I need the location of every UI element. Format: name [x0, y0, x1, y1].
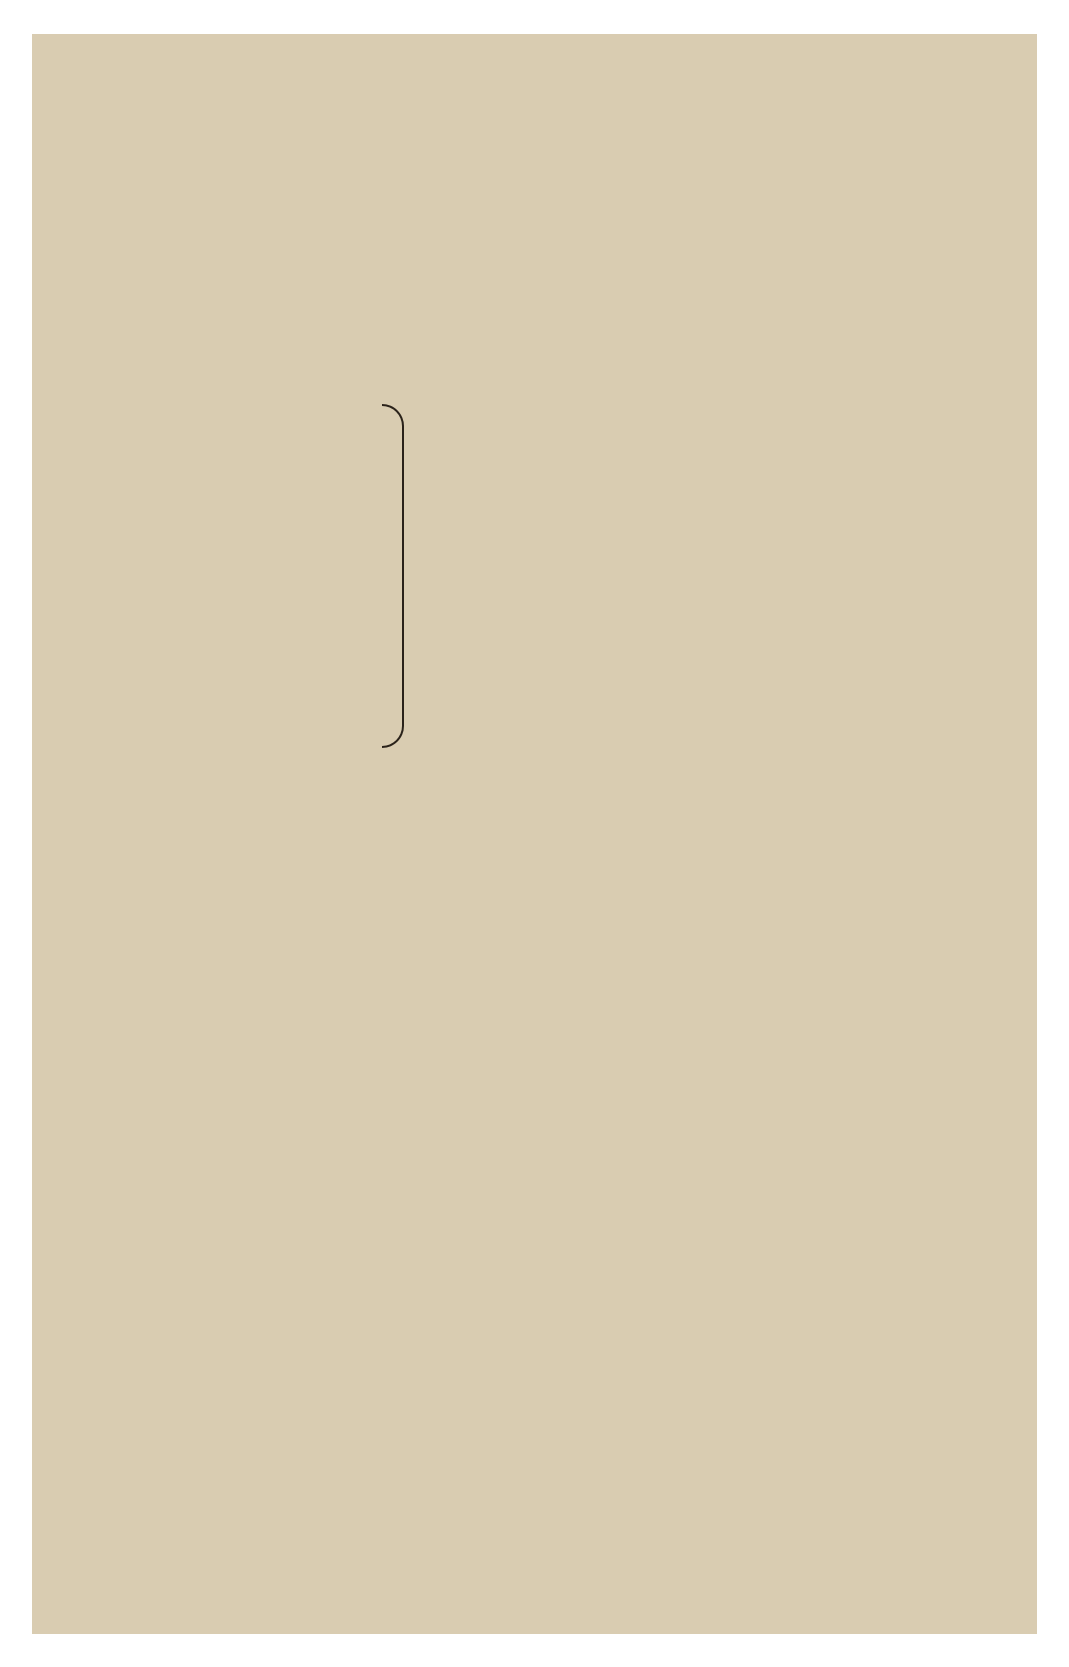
header-brace — [382, 404, 404, 748]
scanned-page — [32, 34, 1037, 1634]
